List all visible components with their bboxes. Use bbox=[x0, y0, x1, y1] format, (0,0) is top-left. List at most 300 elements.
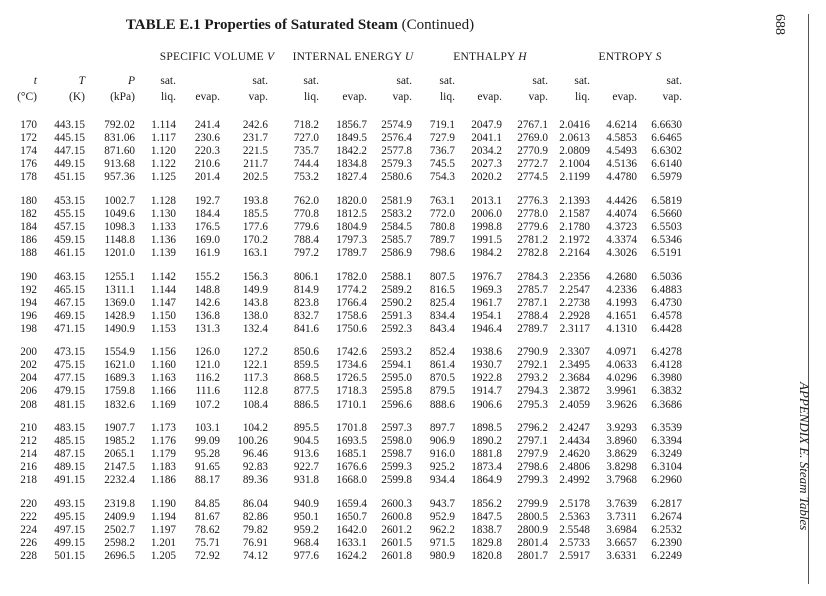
cell-s-liq: 2.2356 bbox=[559, 270, 590, 283]
cell-v-evap: 84.85 bbox=[194, 497, 220, 510]
cell-h-evap: 1930.7 bbox=[471, 359, 502, 372]
cell-s-evap: 4.2680 bbox=[606, 270, 637, 283]
group-specific-volume: SPECIFIC VOLUME V bbox=[159, 51, 275, 63]
cell-u-liq: 931.8 bbox=[293, 474, 319, 487]
cell-v-evap: 161.9 bbox=[194, 246, 220, 259]
cell-P: 1201.0 bbox=[104, 246, 135, 259]
cell-u-vap: 2598.0 bbox=[381, 435, 412, 448]
cell-v-liq: 1.186 bbox=[150, 474, 176, 487]
cell-P: 1255.1 bbox=[104, 270, 135, 283]
cell-h-evap: 2013.1 bbox=[471, 194, 502, 207]
cell-s-evap: 4.5136 bbox=[606, 158, 637, 171]
cell-s-evap: 3.6657 bbox=[606, 536, 637, 549]
cell-v-liq: 1.122 bbox=[150, 158, 176, 171]
cell-h-liq: 980.9 bbox=[429, 550, 455, 562]
cell-u-evap: 1774.2 bbox=[336, 283, 367, 296]
cell-u-liq: 940.9 bbox=[293, 497, 319, 510]
cell-h-vap: 2801.4 bbox=[517, 536, 548, 549]
cell-v-vap: 122.1 bbox=[242, 359, 268, 372]
cell-t: 202 bbox=[20, 359, 37, 372]
cell-u-evap: 1812.5 bbox=[336, 207, 367, 220]
cell-h-liq: 816.5 bbox=[429, 283, 455, 296]
cell-h-vap: 2798.6 bbox=[517, 461, 548, 474]
cell-u-vap: 2593.2 bbox=[381, 346, 412, 359]
cell-s-vap: 6.5819 bbox=[651, 194, 682, 207]
cell-h-vap: 2794.3 bbox=[517, 385, 548, 398]
cell-v-liq: 1.136 bbox=[150, 233, 176, 246]
cell-h-liq: 807.5 bbox=[429, 270, 455, 283]
cell-t: 228 bbox=[20, 550, 37, 562]
cell-u-evap: 1804.9 bbox=[336, 220, 367, 233]
cell-v-vap: 177.6 bbox=[242, 220, 268, 233]
cell-h-evap: 1954.1 bbox=[471, 309, 502, 322]
cell-T: 461.15 bbox=[54, 246, 85, 259]
cell-P: 1621.0 bbox=[104, 359, 135, 372]
cell-h-evap: 1991.5 bbox=[471, 233, 502, 246]
cell-P: 2598.2 bbox=[104, 536, 135, 549]
cell-P: 1148.8 bbox=[104, 233, 135, 246]
cell-u-evap: 1668.0 bbox=[336, 474, 367, 487]
cell-t: 220 bbox=[20, 497, 37, 510]
cell-s-vap: 6.5503 bbox=[651, 220, 682, 233]
cell-u-liq: 895.5 bbox=[293, 422, 319, 434]
cell-v-evap: 107.2 bbox=[194, 398, 220, 411]
cell-h-liq: 798.6 bbox=[429, 246, 455, 259]
cell-v-liq: 1.114 bbox=[151, 119, 176, 131]
cell-P: 1049.6 bbox=[104, 207, 135, 220]
cell-s-liq: 2.1199 bbox=[559, 171, 590, 184]
cell-h-evap: 2041.1 bbox=[471, 132, 502, 145]
cell-u-liq: 823.8 bbox=[293, 296, 319, 309]
cell-v-evap: 201.4 bbox=[194, 171, 220, 184]
cell-h-liq: 916.0 bbox=[429, 448, 455, 461]
cell-u-liq: 832.7 bbox=[293, 309, 319, 322]
cell-s-evap: 4.1651 bbox=[606, 309, 637, 322]
cell-T: 481.15 bbox=[54, 398, 85, 411]
cell-u-evap: 1642.0 bbox=[336, 523, 367, 536]
cell-u-evap: 1789.7 bbox=[336, 246, 367, 259]
cell-h-evap: 2034.2 bbox=[471, 145, 502, 158]
cell-s-vap: 6.6302 bbox=[651, 145, 682, 158]
cell-s-vap: 6.3832 bbox=[651, 385, 682, 398]
cell-v-liq: 1.163 bbox=[150, 372, 176, 385]
header-t: t bbox=[33, 75, 37, 87]
cell-u-liq: 841.6 bbox=[293, 322, 319, 335]
cell-v-liq: 1.194 bbox=[150, 510, 176, 523]
cell-t: 218 bbox=[20, 474, 37, 487]
cell-u-evap: 1676.6 bbox=[336, 461, 367, 474]
cell-s-liq: 2.3495 bbox=[559, 359, 590, 372]
cell-t: 206 bbox=[20, 385, 37, 398]
cell-u-vap: 2595.0 bbox=[381, 372, 412, 385]
cell-v-vap: 82.86 bbox=[242, 510, 268, 523]
cell-v-liq: 1.142 bbox=[150, 270, 176, 283]
cell-h-vap: 2796.2 bbox=[517, 422, 548, 434]
header-u-vap: sat. bbox=[396, 75, 412, 87]
cell-P: 2409.9 bbox=[104, 510, 135, 523]
cell-v-evap: 88.17 bbox=[194, 474, 220, 487]
cell-v-vap: 117.3 bbox=[243, 372, 268, 385]
cell-u-liq: 788.4 bbox=[293, 233, 319, 246]
cell-s-evap: 3.9293 bbox=[606, 422, 637, 434]
cell-v-liq: 1.125 bbox=[150, 171, 176, 184]
cell-h-liq: 789.7 bbox=[429, 233, 455, 246]
cell-P: 831.06 bbox=[104, 132, 135, 145]
cell-v-evap: 220.3 bbox=[194, 145, 220, 158]
cell-u-evap: 1710.1 bbox=[336, 398, 367, 411]
cell-v-liq: 1.150 bbox=[150, 309, 176, 322]
cell-v-liq: 1.205 bbox=[150, 550, 176, 562]
cell-s-vap: 6.2390 bbox=[651, 536, 682, 549]
cell-h-vap: 2785.7 bbox=[517, 283, 548, 296]
cell-h-evap: 2047.9 bbox=[471, 119, 502, 131]
cell-T: 447.15 bbox=[54, 145, 85, 158]
header-u-liq: liq. bbox=[303, 91, 319, 103]
cell-s-liq: 2.4806 bbox=[559, 461, 590, 474]
cell-v-evap: 210.6 bbox=[194, 158, 220, 171]
header-s-liq: liq. bbox=[574, 91, 590, 103]
cell-u-vap: 2600.3 bbox=[381, 497, 412, 510]
cell-t: 222 bbox=[20, 510, 37, 523]
cell-v-evap: 121.0 bbox=[194, 359, 220, 372]
cell-v-vap: 149.9 bbox=[242, 283, 268, 296]
header-s-evap: evap. bbox=[612, 91, 637, 103]
cell-u-liq: 877.5 bbox=[293, 385, 319, 398]
cell-t: 214 bbox=[20, 448, 37, 461]
cell-t: 226 bbox=[20, 536, 37, 549]
cell-s-evap: 4.4074 bbox=[606, 207, 637, 220]
cell-h-liq: 834.4 bbox=[429, 309, 455, 322]
cell-s-liq: 2.4992 bbox=[559, 474, 590, 487]
cell-h-vap: 2800.9 bbox=[517, 523, 548, 536]
header-s-vap: sat. bbox=[666, 75, 682, 87]
cell-u-evap: 1726.5 bbox=[336, 372, 367, 385]
cell-u-liq: 904.5 bbox=[293, 435, 319, 448]
cell-v-evap: 99.09 bbox=[194, 435, 220, 448]
cell-v-vap: 89.36 bbox=[242, 474, 268, 487]
cell-P: 2696.5 bbox=[104, 550, 135, 562]
header-P: (kPa) bbox=[110, 91, 135, 103]
cell-u-evap: 1650.7 bbox=[336, 510, 367, 523]
cell-s-liq: 2.4620 bbox=[559, 448, 590, 461]
cell-T: 477.15 bbox=[54, 372, 85, 385]
cell-u-vap: 2591.3 bbox=[381, 309, 412, 322]
cell-T: 493.15 bbox=[54, 497, 85, 510]
cell-s-vap: 6.2817 bbox=[651, 497, 682, 510]
cell-v-vap: 100.26 bbox=[237, 435, 268, 448]
cell-s-liq: 2.0613 bbox=[559, 132, 590, 145]
cell-s-liq: 2.4059 bbox=[559, 398, 590, 411]
cell-t: 182 bbox=[20, 207, 37, 220]
cell-h-liq: 906.9 bbox=[429, 435, 455, 448]
cell-T: 449.15 bbox=[54, 158, 85, 171]
cell-u-liq: 959.2 bbox=[293, 523, 319, 536]
cell-u-evap: 1856.7 bbox=[336, 119, 367, 131]
cell-s-evap: 3.6984 bbox=[606, 523, 637, 536]
cell-h-evap: 1881.8 bbox=[471, 448, 502, 461]
cell-t: 204 bbox=[20, 372, 37, 385]
cell-T: 499.15 bbox=[54, 536, 85, 549]
cell-s-liq: 2.5363 bbox=[559, 510, 590, 523]
cell-u-vap: 2590.2 bbox=[381, 296, 412, 309]
cell-s-liq: 2.3872 bbox=[559, 385, 590, 398]
header-h-liq: liq. bbox=[439, 91, 455, 103]
cell-u-evap: 1758.6 bbox=[336, 309, 367, 322]
cell-h-vap: 2776.3 bbox=[517, 194, 548, 207]
cell-u-vap: 2574.9 bbox=[381, 119, 412, 131]
cell-h-vap: 2789.7 bbox=[517, 322, 548, 335]
appendix-label: APPENDIX E. Steam Tables bbox=[797, 382, 812, 531]
cell-T: 501.15 bbox=[54, 550, 85, 562]
cell-u-vap: 2585.7 bbox=[381, 233, 412, 246]
cell-s-vap: 6.6465 bbox=[651, 132, 682, 145]
cell-u-evap: 1685.1 bbox=[336, 448, 367, 461]
cell-T: 445.15 bbox=[54, 132, 85, 145]
cell-T: 467.15 bbox=[54, 296, 85, 309]
cell-P: 1554.9 bbox=[104, 346, 135, 359]
cell-h-vap: 2774.5 bbox=[517, 171, 548, 184]
cell-s-evap: 3.8629 bbox=[606, 448, 637, 461]
cell-s-evap: 4.0296 bbox=[606, 372, 637, 385]
cell-v-evap: 91.65 bbox=[194, 461, 220, 474]
header-v-evap: evap. bbox=[195, 91, 220, 103]
cell-s-liq: 2.0809 bbox=[559, 145, 590, 158]
cell-u-evap: 1820.0 bbox=[336, 194, 367, 207]
cell-s-vap: 6.3394 bbox=[651, 435, 682, 448]
cell-v-liq: 1.117 bbox=[151, 132, 176, 145]
cell-s-liq: 2.1972 bbox=[559, 233, 590, 246]
cell-P: 1490.9 bbox=[104, 322, 135, 335]
cell-P: 2065.1 bbox=[104, 448, 135, 461]
cell-v-evap: 111.6 bbox=[195, 385, 220, 398]
cell-h-evap: 1856.2 bbox=[471, 497, 502, 510]
cell-u-liq: 727.0 bbox=[293, 132, 319, 145]
cell-s-evap: 3.7968 bbox=[606, 474, 637, 487]
cell-t: 186 bbox=[20, 233, 37, 246]
cell-u-evap: 1701.8 bbox=[336, 422, 367, 434]
cell-h-liq: 934.4 bbox=[429, 474, 455, 487]
cell-P: 1689.3 bbox=[104, 372, 135, 385]
cell-P: 1428.9 bbox=[104, 309, 135, 322]
cell-v-vap: 79.82 bbox=[242, 523, 268, 536]
cell-t: 180 bbox=[20, 194, 37, 207]
header-P: P bbox=[127, 75, 135, 87]
cell-s-vap: 6.3539 bbox=[651, 422, 682, 434]
cell-T: 465.15 bbox=[54, 283, 85, 296]
cell-u-evap: 1797.3 bbox=[336, 233, 367, 246]
cell-u-liq: 968.4 bbox=[293, 536, 319, 549]
cell-P: 871.60 bbox=[104, 145, 135, 158]
cell-h-evap: 1898.5 bbox=[471, 422, 502, 434]
cell-h-liq: 870.5 bbox=[429, 372, 455, 385]
cell-u-liq: 806.1 bbox=[293, 270, 319, 283]
cell-v-liq: 1.133 bbox=[150, 220, 176, 233]
cell-h-evap: 1914.7 bbox=[471, 385, 502, 398]
cell-v-evap: 176.5 bbox=[194, 220, 220, 233]
cell-v-evap: 241.4 bbox=[194, 119, 220, 131]
cell-u-vap: 2589.2 bbox=[381, 283, 412, 296]
cell-s-evap: 4.4426 bbox=[606, 194, 637, 207]
cell-u-vap: 2601.8 bbox=[381, 550, 412, 562]
cell-s-liq: 2.0416 bbox=[559, 119, 590, 131]
cell-s-liq: 2.5917 bbox=[559, 550, 590, 562]
cell-P: 1098.3 bbox=[104, 220, 135, 233]
cell-T: 455.15 bbox=[54, 207, 85, 220]
cell-P: 913.68 bbox=[104, 158, 135, 171]
cell-h-liq: 897.7 bbox=[429, 422, 455, 434]
cell-v-liq: 1.128 bbox=[150, 194, 176, 207]
cell-u-vap: 2595.8 bbox=[381, 385, 412, 398]
cell-s-evap: 4.0971 bbox=[606, 346, 637, 359]
cell-v-vap: 163.1 bbox=[242, 246, 268, 259]
cell-h-evap: 1838.7 bbox=[471, 523, 502, 536]
cell-v-evap: 116.2 bbox=[195, 372, 220, 385]
cell-T: 489.15 bbox=[54, 461, 85, 474]
cell-s-vap: 6.4730 bbox=[651, 296, 682, 309]
cell-t: 190 bbox=[20, 270, 37, 283]
cell-h-evap: 1890.2 bbox=[471, 435, 502, 448]
header-h-evap: evap. bbox=[477, 91, 502, 103]
cell-u-evap: 1693.5 bbox=[336, 435, 367, 448]
cell-P: 1907.7 bbox=[104, 422, 135, 434]
cell-u-liq: 797.2 bbox=[293, 246, 319, 259]
cell-v-vap: 242.6 bbox=[242, 119, 268, 131]
cell-h-evap: 1946.4 bbox=[471, 322, 502, 335]
cell-v-vap: 170.2 bbox=[242, 233, 268, 246]
cell-h-vap: 2782.8 bbox=[517, 246, 548, 259]
header-s-liq: sat. bbox=[574, 75, 590, 87]
header-v-vap: sat. bbox=[252, 75, 268, 87]
cell-t: 216 bbox=[20, 461, 37, 474]
cell-v-vap: 211.7 bbox=[243, 158, 268, 171]
cell-v-vap: 92.83 bbox=[242, 461, 268, 474]
cell-v-vap: 112.8 bbox=[243, 385, 268, 398]
cell-u-vap: 2601.5 bbox=[381, 536, 412, 549]
cell-s-vap: 6.3686 bbox=[651, 398, 682, 411]
cell-T: 483.15 bbox=[54, 422, 85, 434]
cell-h-liq: 736.7 bbox=[429, 145, 455, 158]
cell-s-vap: 6.6140 bbox=[651, 158, 682, 171]
cell-h-vap: 2792.1 bbox=[517, 359, 548, 372]
cell-t: 200 bbox=[20, 346, 37, 359]
cell-s-liq: 2.2164 bbox=[559, 246, 590, 259]
cell-u-evap: 1633.1 bbox=[336, 536, 367, 549]
cell-v-liq: 1.173 bbox=[150, 422, 176, 434]
cell-P: 1832.6 bbox=[104, 398, 135, 411]
cell-u-evap: 1842.2 bbox=[336, 145, 367, 158]
cell-v-liq: 1.156 bbox=[150, 346, 176, 359]
cell-s-vap: 6.5036 bbox=[651, 270, 682, 283]
cell-s-evap: 3.6331 bbox=[606, 550, 637, 562]
cell-v-vap: 132.4 bbox=[242, 322, 268, 335]
cell-t: 210 bbox=[20, 422, 37, 434]
cell-v-evap: 169.0 bbox=[194, 233, 220, 246]
cell-s-vap: 6.5191 bbox=[651, 246, 682, 259]
cell-v-vap: 193.8 bbox=[242, 194, 268, 207]
cell-s-liq: 2.1004 bbox=[559, 158, 590, 171]
cell-u-evap: 1766.4 bbox=[336, 296, 367, 309]
cell-v-vap: 138.0 bbox=[242, 309, 268, 322]
cell-h-vap: 2799.3 bbox=[517, 474, 548, 487]
cell-v-evap: 148.8 bbox=[194, 283, 220, 296]
cell-h-liq: 852.4 bbox=[429, 346, 455, 359]
cell-u-vap: 2600.8 bbox=[381, 510, 412, 523]
cell-v-evap: 103.1 bbox=[194, 422, 220, 434]
cell-s-evap: 4.6214 bbox=[606, 119, 637, 131]
cell-t: 192 bbox=[20, 283, 37, 296]
cell-s-evap: 3.7639 bbox=[606, 497, 637, 510]
cell-t: 194 bbox=[20, 296, 37, 309]
cell-u-liq: 753.2 bbox=[293, 171, 319, 184]
cell-h-vap: 2801.7 bbox=[517, 550, 548, 562]
cell-t: 170 bbox=[20, 119, 37, 131]
cell-T: 463.15 bbox=[54, 270, 85, 283]
cell-P: 1311.1 bbox=[104, 283, 135, 296]
cell-u-vap: 2588.1 bbox=[381, 270, 412, 283]
cell-t: 178 bbox=[20, 171, 37, 184]
cell-P: 1369.0 bbox=[104, 296, 135, 309]
cell-h-liq: 772.0 bbox=[429, 207, 455, 220]
cell-u-vap: 2594.1 bbox=[381, 359, 412, 372]
cell-s-liq: 2.2928 bbox=[559, 309, 590, 322]
cell-s-vap: 6.4578 bbox=[651, 309, 682, 322]
cell-h-liq: 971.5 bbox=[429, 536, 455, 549]
cell-T: 497.15 bbox=[54, 523, 85, 536]
cell-h-vap: 2770.9 bbox=[517, 145, 548, 158]
cell-P: 792.02 bbox=[104, 119, 135, 131]
cell-u-liq: 779.6 bbox=[293, 220, 319, 233]
cell-t: 196 bbox=[20, 309, 37, 322]
cell-h-evap: 1984.2 bbox=[471, 246, 502, 259]
cell-h-vap: 2784.3 bbox=[517, 270, 548, 283]
cell-u-liq: 859.5 bbox=[293, 359, 319, 372]
cell-P: 2147.5 bbox=[104, 461, 135, 474]
cell-T: 469.15 bbox=[54, 309, 85, 322]
cell-u-vap: 2584.5 bbox=[381, 220, 412, 233]
cell-u-liq: 744.4 bbox=[293, 158, 319, 171]
cell-u-liq: 922.7 bbox=[293, 461, 319, 474]
cell-s-evap: 4.1993 bbox=[606, 296, 637, 309]
cell-h-vap: 2787.1 bbox=[517, 296, 548, 309]
cell-h-evap: 1998.8 bbox=[471, 220, 502, 233]
cell-v-liq: 1.183 bbox=[150, 461, 176, 474]
cell-s-evap: 3.8960 bbox=[606, 435, 637, 448]
header-v-liq: liq. bbox=[160, 91, 176, 103]
cell-u-evap: 1734.6 bbox=[336, 359, 367, 372]
cell-v-evap: 131.3 bbox=[194, 322, 220, 335]
cell-u-liq: 950.1 bbox=[293, 510, 319, 523]
cell-u-evap: 1718.3 bbox=[336, 385, 367, 398]
cell-h-liq: 719.1 bbox=[429, 119, 455, 131]
cell-v-liq: 1.160 bbox=[150, 359, 176, 372]
cell-h-liq: 763.1 bbox=[429, 194, 455, 207]
cell-s-evap: 3.7311 bbox=[606, 510, 637, 523]
header-v-vap: vap. bbox=[248, 91, 268, 103]
cell-v-vap: 143.8 bbox=[242, 296, 268, 309]
cell-T: 453.15 bbox=[54, 194, 85, 207]
cell-h-evap: 1873.4 bbox=[471, 461, 502, 474]
cell-s-vap: 6.3980 bbox=[651, 372, 682, 385]
cell-T: 475.15 bbox=[54, 359, 85, 372]
cell-u-evap: 1827.4 bbox=[336, 171, 367, 184]
cell-h-vap: 2778.0 bbox=[517, 207, 548, 220]
cell-s-evap: 4.3026 bbox=[606, 246, 637, 259]
cell-h-evap: 1976.7 bbox=[471, 270, 502, 283]
cell-h-liq: 843.4 bbox=[429, 322, 455, 335]
cell-v-vap: 202.5 bbox=[242, 171, 268, 184]
cell-v-liq: 1.120 bbox=[150, 145, 176, 158]
cell-T: 491.15 bbox=[54, 474, 85, 487]
